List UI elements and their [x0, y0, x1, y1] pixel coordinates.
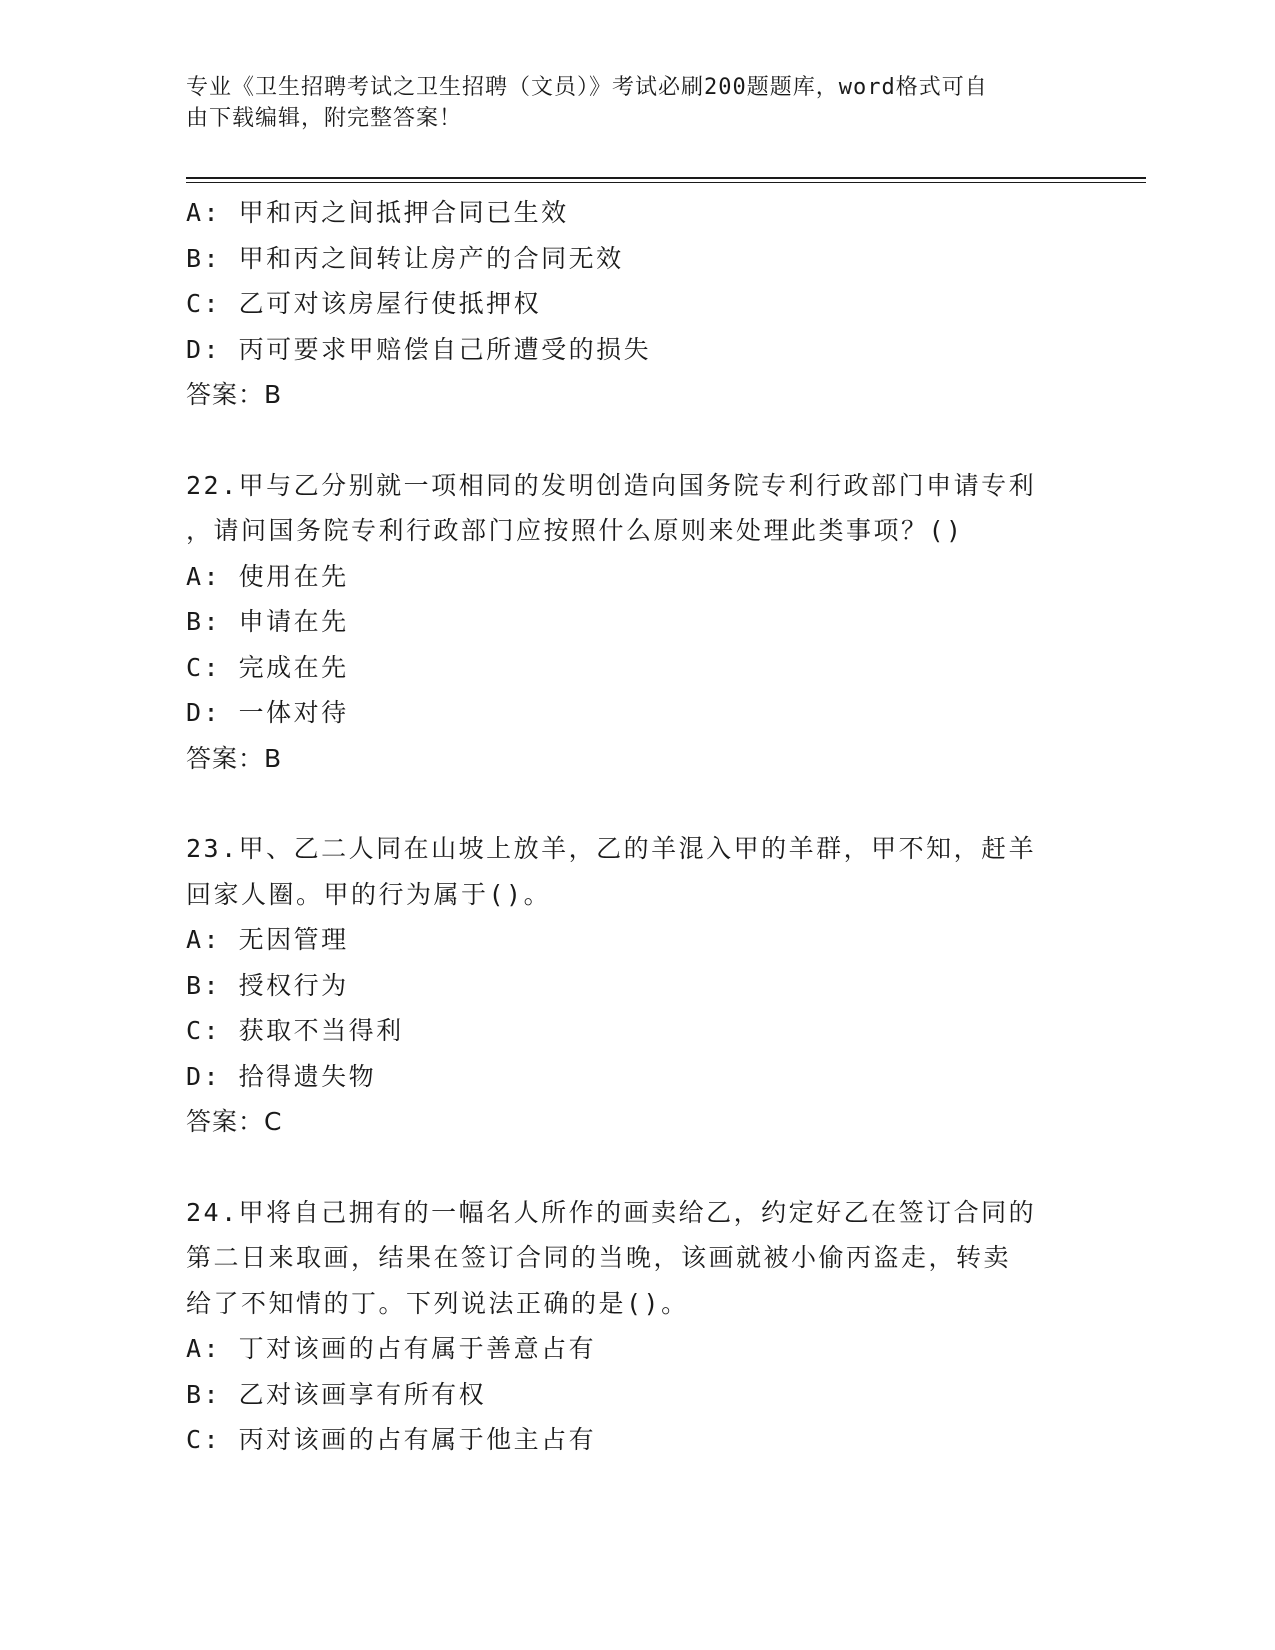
question-stem-line: ，请问国务院专利行政部门应按照什么原则来处理此类事项？()	[186, 516, 964, 545]
question-21-continued	[186, 190, 1066, 418]
question-stem-line: 给了不知情的丁。下列说法正确的是()。	[186, 1288, 689, 1318]
header-divider-thin	[186, 182, 1146, 183]
option-c: C: 获取不当得利	[186, 1016, 404, 1045]
question-24	[186, 1190, 1066, 1463]
question-22	[186, 463, 1066, 782]
question-list	[186, 190, 1066, 1463]
answer-line: 答案：B	[186, 380, 283, 409]
answer-line: 答案：B	[186, 743, 283, 773]
header-line-2: 由下载编辑，附完整答案！	[186, 106, 463, 131]
spacer	[186, 781, 1066, 826]
option-c: C: 丙对该画的占有属于他主占有	[186, 1425, 597, 1454]
option-b: B: 甲和丙之间转让房产的合同无效	[186, 243, 624, 273]
option-c: C: 乙可对该房屋行使抵押权	[186, 289, 542, 318]
question-stem-line: 22.甲与乙分别就一项相同的发明创造向国务院专利行政部门申请专利	[186, 470, 1037, 500]
option-c: C: 完成在先	[186, 652, 349, 682]
question-stem-line: 第二日来取画，结果在签订合同的当晚，该画就被小偷丙盗走，转卖	[186, 1243, 1012, 1272]
option-b: B: 乙对该画享有所有权	[186, 1379, 487, 1409]
spacer	[186, 418, 1066, 463]
option-a: A: 甲和丙之间抵押合同已生效	[186, 198, 569, 227]
option-b: B: 申请在先	[186, 607, 349, 636]
option-a: A: 丁对该画的占有属于善意占有	[186, 1334, 597, 1363]
option-d: D: 一体对待	[186, 698, 349, 727]
question-stem-line: 23.甲、乙二人同在山坡上放羊，乙的羊混入甲的羊群，甲不知，赶羊	[186, 834, 1037, 863]
question-stem-line: 24.甲将自己拥有的一幅名人所作的画卖给乙，约定好乙在签订合同的	[186, 1197, 1037, 1227]
option-a: A: 无因管理	[186, 925, 349, 954]
option-d: D: 拾得遗失物	[186, 1061, 377, 1091]
option-d: D: 丙可要求甲赔偿自己所遭受的损失	[186, 334, 652, 364]
header-line-1: 专业《卫生招聘考试之卫生招聘（文员）》考试必刷200题题库，word格式可自	[186, 75, 988, 100]
header-divider-thick	[186, 177, 1146, 179]
spacer	[186, 1145, 1066, 1190]
document-header	[186, 72, 1066, 134]
option-b: B: 授权行为	[186, 970, 349, 1000]
answer-line: 答案：C	[186, 1107, 283, 1136]
option-a: A: 使用在先	[186, 561, 349, 591]
question-23	[186, 826, 1066, 1145]
question-stem-line: 回家人圈。甲的行为属于()。	[186, 879, 552, 909]
